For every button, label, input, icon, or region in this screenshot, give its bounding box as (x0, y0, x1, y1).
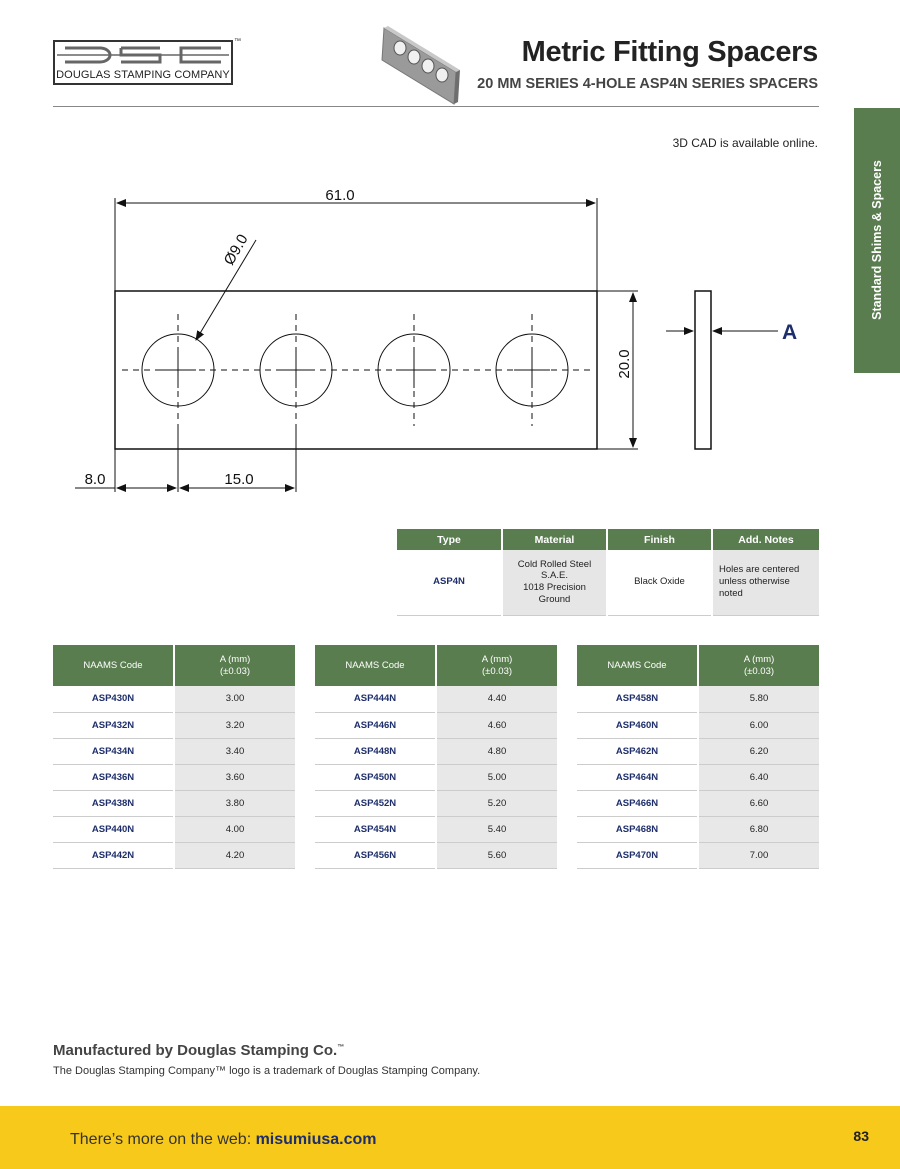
a-header-line1: A (mm) (481, 654, 513, 666)
spec-material-line2: 1018 Precision Ground (523, 582, 586, 606)
naams-code: ASP450N (315, 764, 436, 790)
spec-notes-line1: Holes are centered (719, 564, 800, 576)
a-value: 5.60 (436, 842, 557, 868)
manufactured-by (53, 1042, 344, 1059)
naams-code: ASP464N (577, 764, 698, 790)
naams-code: ASP446N (315, 712, 436, 738)
table-row (577, 790, 819, 816)
spacer-product-image (378, 26, 460, 106)
page-title: Metric Fitting Spacers (521, 36, 818, 68)
table-row (53, 842, 295, 868)
spec-header-material: Material (502, 529, 607, 550)
a-value: 7.00 (698, 842, 819, 868)
table-row (315, 816, 557, 842)
naams-code: ASP456N (315, 842, 436, 868)
code-table-1 (53, 645, 295, 869)
spec-notes (712, 550, 819, 615)
spec-header-finish: Finish (607, 529, 712, 550)
table-row (53, 790, 295, 816)
thickness-label: A (782, 321, 798, 344)
side-tab-label: Standard Shims & Spacers (870, 160, 884, 320)
table-row (315, 842, 557, 868)
spec-notes-line2: unless otherwise noted (719, 576, 790, 600)
a-value: 3.40 (174, 738, 295, 764)
a-value: 5.00 (436, 764, 557, 790)
naams-code: ASP462N (577, 738, 698, 764)
table-row (315, 738, 557, 764)
trademark-note: The Douglas Stamping Company™ logo is a trademark of Douglas Stamping Company. (53, 1065, 481, 1077)
naams-code: ASP430N (53, 686, 174, 712)
a-value: 6.00 (698, 712, 819, 738)
a-value: 6.60 (698, 790, 819, 816)
footer-web-link[interactable]: misumiusa.com (255, 1131, 377, 1148)
a-value: 4.00 (174, 816, 295, 842)
table-row (315, 686, 557, 712)
manufactured-text: Manufactured by Douglas Stamping Co. (53, 1042, 338, 1059)
a-value: 3.00 (174, 686, 295, 712)
table-row (577, 686, 819, 712)
code-header: NAAMS Code (53, 645, 174, 686)
table-row (577, 764, 819, 790)
a-value: 6.20 (698, 738, 819, 764)
a-value: 4.20 (174, 842, 295, 868)
dim-hole-label: Ø9.0 (220, 231, 252, 269)
manufactured-tm: ™ (337, 1044, 345, 1051)
naams-code: ASP460N (577, 712, 698, 738)
hole-4 (496, 314, 568, 426)
spec-header-type: Type (397, 529, 502, 550)
header-divider (53, 106, 819, 107)
table-row (315, 764, 557, 790)
a-header-line2: (±0.03) (743, 665, 775, 677)
a-value: 4.40 (436, 686, 557, 712)
table-row (577, 816, 819, 842)
table-row (53, 686, 295, 712)
a-header (698, 645, 819, 686)
dim-length-label: 61.0 (325, 187, 355, 204)
company-logo (53, 40, 233, 85)
a-value: 6.80 (698, 816, 819, 842)
a-header-line1: A (mm) (743, 654, 775, 666)
naams-code: ASP466N (577, 790, 698, 816)
cad-note: 3D CAD is available online. (672, 136, 818, 150)
spec-row (397, 550, 819, 615)
a-value: 5.20 (436, 790, 557, 816)
a-header (436, 645, 557, 686)
a-value: 5.80 (698, 686, 819, 712)
naams-code: ASP438N (53, 790, 174, 816)
spec-table (397, 529, 819, 616)
naams-code: ASP468N (577, 816, 698, 842)
table-row (53, 738, 295, 764)
a-header-line2: (±0.03) (481, 665, 513, 677)
naams-code: ASP442N (53, 842, 174, 868)
a-header-line2: (±0.03) (219, 665, 251, 677)
page-subtitle: 20 MM SERIES 4-HOLE ASP4N SERIES SPACERS (477, 76, 818, 92)
dim-offset-label: 8.0 (84, 471, 106, 488)
naams-code: ASP454N (315, 816, 436, 842)
table-row (577, 842, 819, 868)
dsc-logo-mark (55, 42, 231, 70)
table-row (53, 764, 295, 790)
table-row (53, 712, 295, 738)
technical-drawing (70, 180, 810, 510)
spec-material-line1: Cold Rolled Steel S.A.E. (517, 558, 592, 582)
spec-type: ASP4N (397, 550, 502, 615)
naams-code: ASP434N (53, 738, 174, 764)
a-header (174, 645, 295, 686)
a-value: 6.40 (698, 764, 819, 790)
naams-code: ASP452N (315, 790, 436, 816)
logo-text: DOUGLAS STAMPING COMPANY (56, 69, 230, 81)
naams-code: ASP448N (315, 738, 436, 764)
footer-web-text (70, 1131, 377, 1149)
naams-code: ASP470N (577, 842, 698, 868)
naams-code: ASP440N (53, 816, 174, 842)
a-value: 3.20 (174, 712, 295, 738)
spec-finish: Black Oxide (607, 550, 712, 615)
footer-web-prefix: There’s more on the web: (70, 1131, 256, 1148)
a-header-line1: A (mm) (219, 654, 251, 666)
a-value: 5.40 (436, 816, 557, 842)
side-view-outline (695, 291, 711, 449)
a-value: 4.60 (436, 712, 557, 738)
code-table-2 (315, 645, 557, 869)
table-row (315, 712, 557, 738)
code-table-3 (577, 645, 819, 869)
a-value: 3.80 (174, 790, 295, 816)
table-row (577, 712, 819, 738)
spec-header-notes: Add. Notes (712, 529, 819, 550)
code-header: NAAMS Code (577, 645, 698, 686)
dim-height-label: 20.0 (616, 349, 633, 379)
table-row (315, 790, 557, 816)
a-value: 4.80 (436, 738, 557, 764)
side-tab-standard-shims[interactable] (854, 108, 900, 373)
page-number: 83 (853, 1128, 869, 1144)
code-header: NAAMS Code (315, 645, 436, 686)
naams-code: ASP436N (53, 764, 174, 790)
naams-code: ASP432N (53, 712, 174, 738)
dim-pitch-label: 15.0 (224, 471, 254, 488)
logo-tm: ™ (234, 38, 241, 45)
naams-code: ASP444N (315, 686, 436, 712)
spec-material (502, 550, 607, 615)
table-row (53, 816, 295, 842)
a-value: 3.60 (174, 764, 295, 790)
naams-code: ASP458N (577, 686, 698, 712)
table-row (577, 738, 819, 764)
